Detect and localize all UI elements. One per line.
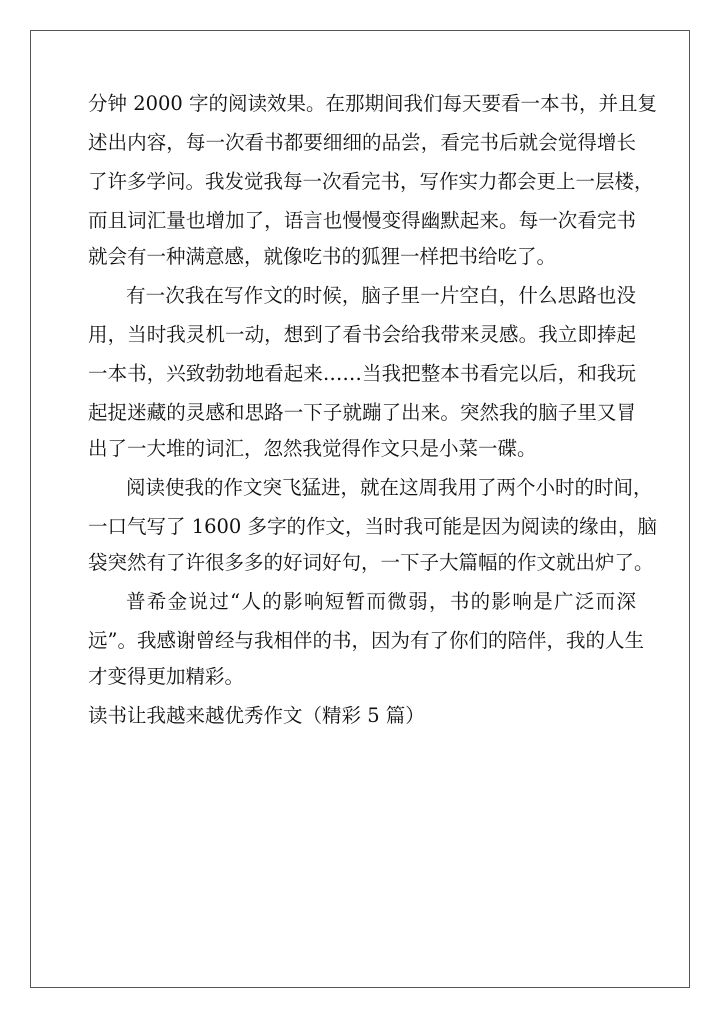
body-line-15: 远”。我感谢曾经与我相伴的书，因为有了你们的陪伴，我的人生 [88,629,644,652]
body-line-14: 普希金说过“人的影响短暂而微弱，书的影响是广泛而深 [126,590,636,613]
body-line-1: 分钟 2000 字的阅读效果。在那期间我们每天要看一本书，并且复 [88,92,658,115]
body-line-10: 出了一大堆的词汇，忽然我觉得作文只是小菜一碟。 [88,437,537,460]
body-line-9: 起捉迷藏的灵感和思路一下子就蹦了出来。突然我的脑子里又冒 [88,401,636,424]
body-line-7: 用，当时我灵机一动，想到了看书会给我带来灵感。我立即捧起 [88,323,636,346]
body-line-8: 一本书，兴致勃勃地看起来……当我把整本书看完以后，和我玩 [88,362,636,385]
body-line-2: 述出内容，每一次看书都要细细的品尝，看完书后就会觉得增长 [88,131,636,154]
body-line-12: 一口气写了 1600 多字的作文，当时我可能是因为阅读的缘由，脑 [88,515,658,538]
body-line-4: 而且词汇量也增加了，语言也慢慢变得幽默起来。每一次看完书 [88,209,636,232]
body-line-5: 就会有一种满意感，就像吃书的狐狸一样把书给吃了。 [88,245,557,268]
body-line-16: 才变得更加精彩。 [88,665,245,688]
body-line-3: 了许多学问。我发觉我每一次看完书，写作实力都会更上一层楼， [88,170,654,193]
body-line-13: 袋突然有了许很多多的好词好句，一下子大篇幅的作文就出炉了。 [88,551,654,574]
body-line-11: 阅读使我的作文突飞猛进，就在这周我用了两个小时的时间， [126,476,653,499]
body-line-6: 有一次我在写作文的时候，脑子里一片空白，什么思路也没 [126,284,636,307]
next-article-title: 读书让我越来越优秀作文（精彩 5 篇） [88,704,425,727]
